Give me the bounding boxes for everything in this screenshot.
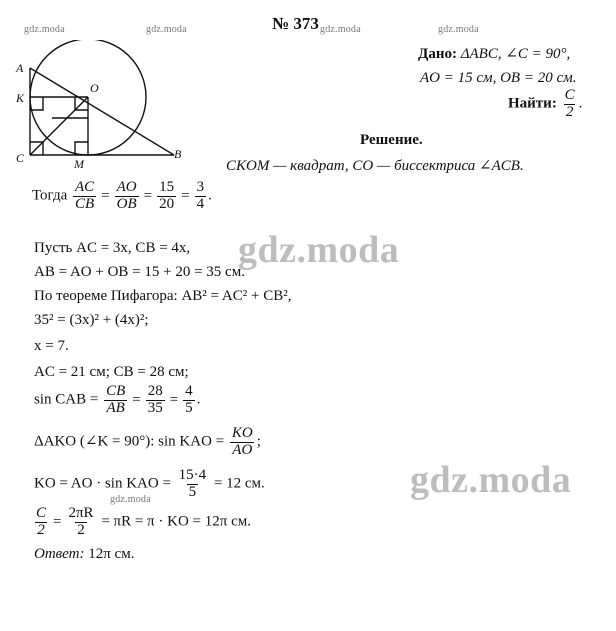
label-A: A <box>16 61 24 75</box>
ratio-frac-3: $\frac{15}{20}$ <box>159 179 175 212</box>
ratio-frac-1: $\frac{AC}{CB}$ <box>74 179 95 212</box>
watermark-small-2: gdz.moda <box>146 24 187 35</box>
find-label: Найти: <box>508 95 557 112</box>
find-fraction <box>563 88 577 121</box>
ako-line: ΔAKO (∠K = 90°): sin KAO = $\frac{KO}{AO}$ ; <box>34 425 261 458</box>
watermark-small-3: gdz.moda <box>320 24 361 35</box>
x-line: x = 7. <box>34 338 69 354</box>
ratio-line: Тогда $\frac{AC}{CB}$ = $\frac{AO}{OB}$ = $\frac{15}{20}$ = $\frac{3}{4}$ . <box>32 179 212 212</box>
right-angle-M <box>75 142 88 155</box>
given-label: Дано <box>418 46 452 62</box>
find-end: . <box>578 95 583 112</box>
solution-line-1: CKOM — квадрат, CO — биссектриса ∠ACB. <box>226 158 524 174</box>
segment-CO <box>30 97 88 155</box>
pythagoras-line: По теореме Пифагора: AB² = AC² + CB², <box>34 288 292 304</box>
sin-cab-line: sin CAB = $\frac{CB}{AB}$ = $\frac{28}{35}$ = $\frac{4}{5}$ . <box>34 383 201 416</box>
ko-frac: $\frac{15\cdot 4}{5}$ <box>178 467 207 500</box>
problem-number: № 373 <box>272 14 319 33</box>
answer-line <box>34 546 134 563</box>
label-O: O <box>90 81 99 95</box>
watermark-big-2: gdz.moda <box>410 459 572 501</box>
solution-heading: Решение. <box>360 132 423 148</box>
c2-line: $\frac{C}{2}$ = $\frac{2\pi R}{2}$ = πR = π · KO = 12π см. <box>36 505 251 538</box>
answer-label: Ответ: <box>34 546 85 562</box>
watermark-small-5: gdz.moda <box>110 494 151 505</box>
then-word: Тогда <box>32 187 68 204</box>
c2-frac-2: $\frac{2\pi R}{2}$ <box>68 505 94 538</box>
find-line <box>508 88 582 121</box>
ako-prefix: ΔAKO (∠K = 90°): sin KAO = <box>34 433 225 450</box>
label-K: K <box>16 91 25 105</box>
ako-frac: $\frac{KO}{AO}$ <box>231 425 253 458</box>
find-num: C <box>564 87 575 103</box>
given-line-2: AO = 15 см, OB = 20 см. <box>420 70 577 86</box>
watermark-big-1: gdz.moda <box>238 229 400 271</box>
sin-cab-frac-2: $\frac{28}{35}$ <box>147 383 163 416</box>
ab-line: AB = AO + OB = 15 + 20 = 35 см. <box>34 264 245 280</box>
answer-value: 12π см. <box>88 546 135 562</box>
label-C: C <box>16 151 25 165</box>
ko-prefix: KO = AO · sin KAO = <box>34 475 171 492</box>
find-den: 2 <box>565 103 574 120</box>
ratio-frac-4: $\frac{3}{4}$ <box>196 179 205 212</box>
let-line: Пусть AC = 3x, CB = 4x, <box>34 240 191 256</box>
given-line-1: Дано: ΔABC, ∠C = 90°, <box>418 46 571 62</box>
label-M: M <box>74 157 84 171</box>
label-B: B <box>174 147 182 161</box>
sin-cab-frac-1: $\frac{CB}{AB}$ <box>106 383 126 416</box>
ko-line: KO = AO · sin KAO = $\frac{15\cdot 4}{5}$ = 12 см. <box>34 467 265 500</box>
watermark-small-4: gdz.moda <box>438 24 479 35</box>
ratio-frac-2: $\frac{AO}{OB}$ <box>116 179 137 212</box>
given-text-1: ΔABC, ∠C = 90°, <box>460 46 571 62</box>
right-angle-K <box>30 97 43 110</box>
sides-line: AC = 21 см; CB = 28 см; <box>34 364 189 380</box>
watermark-small-1: gdz.moda <box>24 24 65 35</box>
c2-frac-1: $\frac{C}{2}$ <box>36 505 47 538</box>
sin-cab-prefix: sin CAB = <box>34 391 99 408</box>
sin-cab-frac-3: $\frac{4}{5}$ <box>185 383 193 416</box>
equation-line: 35² = (3x)² + (4x)²; <box>34 312 149 328</box>
